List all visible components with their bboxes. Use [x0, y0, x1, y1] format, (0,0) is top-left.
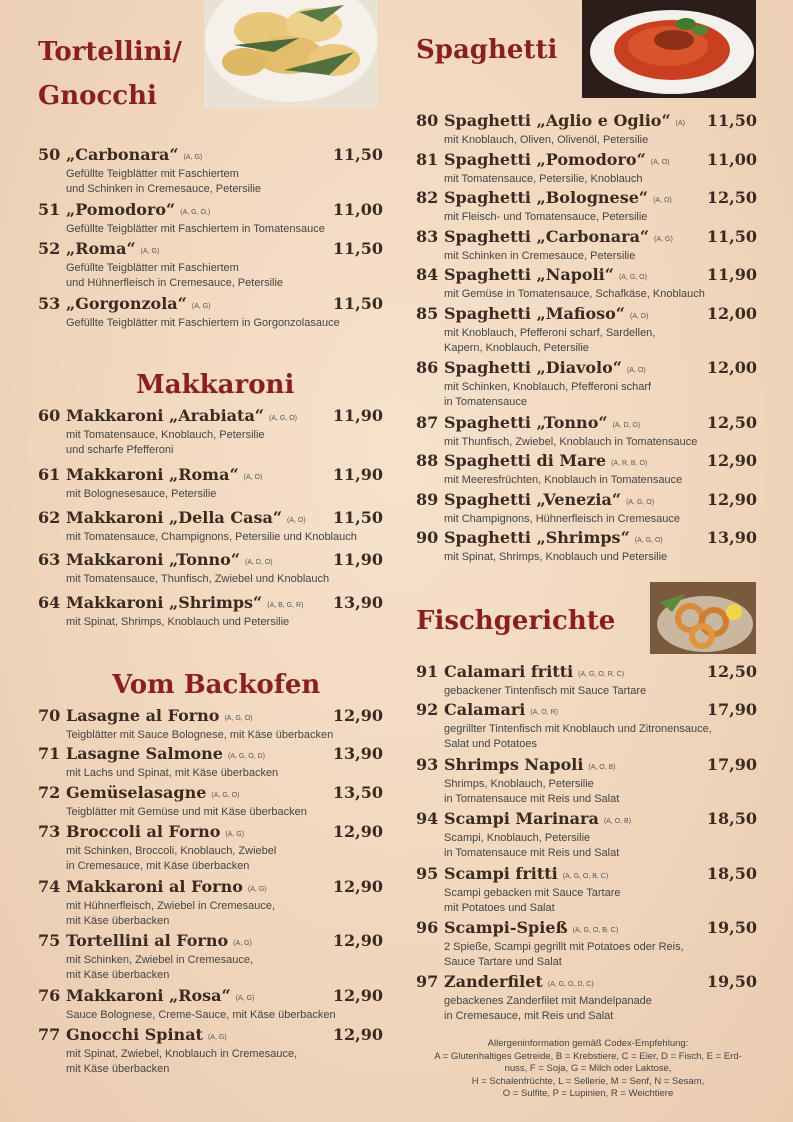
dish-price: 11,50 — [706, 111, 757, 130]
tortellini-photo — [204, 0, 378, 108]
dish-name-line — [66, 145, 202, 164]
dish-name-line — [66, 239, 159, 258]
dish-description: Gefüllte Teigblätter mit Faschiertem — [66, 262, 239, 274]
dish-description: mit Potatoes und Salat — [444, 902, 555, 914]
dish-name-line — [444, 150, 669, 169]
dish-number: 93 — [416, 755, 439, 774]
allergen-heading: Allergeninformation gemäß Codex-Empfehlung: — [487, 1038, 689, 1049]
dish-name: Spaghetti „Napoli“ — [444, 265, 614, 284]
dish-price: 11,90 — [332, 406, 383, 425]
dish-description: mit Bolognesesauce, Petersilie — [66, 488, 217, 500]
dish-name: Makkaroni „Rosa“ — [66, 986, 231, 1005]
allergen-codes: (A, G) — [247, 886, 267, 893]
dish-name: Calamari fritti — [444, 662, 574, 681]
allergen-codes: (A, G) — [191, 303, 211, 310]
dish-description: mit Champignons, Hühnerfleisch in Cremesauce — [444, 513, 680, 525]
dish-94 — [416, 809, 757, 861]
dish-price: 12,50 — [706, 413, 757, 432]
dish-description: mit Hühnerfleisch, Zwiebel in Cremesauce, — [66, 900, 276, 912]
dish-description: gegrillter Tintenfisch mit Knoblauch und Zitronensauce, — [444, 723, 712, 735]
dish-name: Scampi-Spieß — [444, 918, 568, 937]
allergen-codes: (A, G) — [235, 995, 255, 1002]
dish-name: Makkaroni al Forno — [66, 877, 243, 896]
dish-description: in Tomatensauce mit Reis und Salat — [444, 793, 620, 805]
allergen-codes: (A, O) — [653, 197, 672, 204]
dish-description: mit Thunfisch, Zwiebel, Knoblauch in Tomatensauce — [444, 436, 698, 448]
dish-price: 18,50 — [706, 864, 757, 883]
dish-description: mit Meeresfrüchten, Knoblauch in Tomatensauce — [444, 474, 683, 486]
dish-number: 92 — [416, 700, 439, 719]
dish-name-line — [444, 227, 673, 246]
dish-description: mit Käse überbacken — [66, 915, 170, 927]
section-title-spaghetti: Spaghetti — [416, 35, 558, 65]
dish-description: mit Fleisch- und Tomatensauce, Petersilie — [444, 211, 648, 223]
dish-name-line — [444, 972, 594, 991]
dish-77 — [38, 1025, 383, 1077]
dish-72 — [38, 783, 383, 820]
dish-name-line — [444, 490, 654, 509]
allergen-codes: (A, D) — [630, 313, 649, 320]
dish-82 — [416, 188, 757, 225]
dish-88 — [416, 451, 757, 488]
calamari-photo — [650, 582, 756, 654]
allergen-codes: (A, G, O,) — [180, 209, 211, 216]
title-line-2: Gnocchi — [38, 81, 157, 111]
dish-name: Lasagne Salmone — [66, 744, 223, 763]
dish-number: 85 — [416, 304, 439, 323]
dish-89 — [416, 490, 757, 527]
dish-number: 61 — [38, 465, 61, 484]
dish-number: 63 — [38, 550, 61, 569]
allergen-codes: (A, O, R) — [530, 709, 558, 716]
dish-number: 51 — [38, 200, 61, 219]
dish-name: Spaghetti „Venezia“ — [444, 490, 622, 509]
dish-price: 11,00 — [706, 150, 757, 169]
dish-name-line — [66, 877, 267, 896]
dish-64 — [38, 593, 383, 630]
allergen-codes: (A, G, O) — [626, 499, 655, 506]
dish-price: 18,50 — [706, 809, 757, 828]
dish-80 — [416, 111, 757, 148]
dish-description: mit Tomatensauce, Champignons, Petersilie und Knoblauch — [66, 531, 357, 543]
dish-81 — [416, 150, 757, 187]
dish-number: 53 — [38, 294, 61, 313]
dish-93 — [416, 755, 757, 807]
dish-description: mit Schinken in Cremesauce, Petersilie — [444, 250, 636, 262]
allergen-codes: (A, B, G, R) — [267, 602, 304, 609]
dish-number: 70 — [38, 706, 61, 725]
dish-name: Spaghetti „Shrimps“ — [444, 528, 630, 547]
dish-name: Gnocchi Spinat — [66, 1025, 203, 1044]
dish-number: 80 — [416, 111, 439, 130]
allergen-codes: (A, G, O) — [211, 792, 240, 799]
dish-name-line — [444, 188, 672, 207]
dish-description: mit Spinat, Shrimps, Knoblauch und Petersilie — [66, 616, 290, 628]
dish-description: mit Käse überbacken — [66, 969, 170, 981]
dish-number: 52 — [38, 239, 61, 258]
dish-number: 75 — [38, 931, 61, 950]
dish-price: 13,90 — [706, 528, 757, 547]
dish-name-line — [66, 986, 254, 1005]
dish-73 — [38, 822, 383, 874]
dish-description: Salat und Potatoes — [444, 738, 537, 750]
dish-name: Gemüselasagne — [66, 783, 207, 802]
dish-number: 76 — [38, 986, 61, 1005]
dish-name: Makkaroni „Arabiata“ — [66, 406, 265, 425]
allergen-codes: (A, G) — [207, 1034, 227, 1041]
dish-63 — [38, 550, 383, 587]
allergen-codes: (A, O) — [287, 517, 306, 524]
dish-name: Broccoli al Forno — [66, 822, 221, 841]
dish-description: in Tomatensauce — [444, 396, 527, 408]
allergen-codes: (A, D, O) — [245, 559, 273, 566]
dish-name: Spaghetti di Mare — [444, 451, 607, 470]
allergen-codes: (A, G, O, R, C) — [578, 671, 625, 678]
dish-name-line — [66, 593, 303, 612]
allergen-line: nuss, F = Soja, G = Milch oder Laktose, — [504, 1063, 672, 1074]
dish-price: 17,90 — [706, 700, 757, 719]
allergen-codes: (A, O, B) — [603, 818, 632, 825]
dish-number: 94 — [416, 809, 439, 828]
dish-84 — [416, 265, 757, 302]
dish-name: Spaghetti „Diavolo“ — [444, 358, 622, 377]
dish-price: 11,90 — [706, 265, 757, 284]
dish-name-line — [444, 755, 616, 774]
allergen-codes: (A, G, O) — [618, 274, 647, 281]
dish-description: Scampi gebacken mit Sauce Tartare — [444, 887, 621, 899]
dish-number: 88 — [416, 451, 439, 470]
dish-50 — [38, 145, 383, 197]
dish-name: „Gorgonzola“ — [66, 294, 187, 313]
dish-60 — [38, 406, 383, 458]
dish-description: und Schinken in Cremesauce, Petersilie — [66, 183, 262, 195]
dish-price: 11,50 — [332, 508, 383, 527]
dish-name-line — [66, 1025, 227, 1044]
dish-name-line — [66, 406, 297, 425]
dish-name: Makkaroni „Tonno“ — [66, 550, 241, 569]
dish-price: 11,90 — [332, 550, 383, 569]
dish-price: 12,90 — [332, 1025, 383, 1044]
allergen-codes: (A, O) — [650, 159, 670, 166]
dish-name: Lasagne al Forno — [66, 706, 220, 725]
dish-description: mit Spinat, Zwiebel, Knoblauch in Cremesauce, — [66, 1048, 298, 1060]
dish-name: Spaghetti „Mafioso“ — [444, 304, 626, 323]
dish-name-line — [444, 528, 663, 547]
dish-name-line — [444, 809, 631, 828]
dish-description: mit Tomatensauce, Petersilie, Knoblauch — [444, 173, 643, 185]
allergen-codes: (A, G) — [233, 940, 252, 947]
dish-86 — [416, 358, 757, 410]
dish-name: Makkaroni „Della Casa“ — [66, 508, 283, 527]
dish-price: 12,50 — [706, 188, 757, 207]
dish-number: 74 — [38, 877, 61, 896]
dish-description: Gefüllte Teigblätter mit Faschiertem in Tomatensauce — [66, 223, 325, 235]
dish-name-line — [66, 706, 252, 725]
dish-name-line — [444, 304, 648, 323]
dish-price: 12,90 — [332, 822, 383, 841]
dish-description: gebackenes Zanderfilet mit Mandelpanade — [444, 995, 652, 1007]
dish-name: Zanderfilet — [444, 972, 543, 991]
dish-price: 12,90 — [332, 706, 383, 725]
dish-description: Sauce Bolognese, Creme-Sauce, mit Käse überbacken — [66, 1009, 336, 1021]
dish-name-line — [66, 822, 244, 841]
dish-number: 73 — [38, 822, 61, 841]
dish-price: 12,00 — [706, 358, 757, 377]
dish-92 — [416, 700, 757, 752]
dish-price: 12,50 — [706, 662, 757, 681]
dish-description: mit Knoblauch, Pfefferoni scharf, Sardellen, — [444, 327, 656, 339]
allergen-codes: (A, G, O, B, C) — [572, 927, 619, 934]
allergen-codes: (A, G) — [140, 248, 160, 255]
dish-number: 83 — [416, 227, 439, 246]
dish-description: mit Spinat, Shrimps, Knoblauch und Petersilie — [444, 551, 668, 563]
dish-number: 89 — [416, 490, 439, 509]
dish-name: Spaghetti „Aglio e Oglio“ — [444, 111, 671, 130]
dish-price: 11,00 — [332, 200, 383, 219]
dish-price: 11,50 — [332, 239, 383, 258]
dish-number: 60 — [38, 406, 61, 425]
dish-number: 97 — [416, 972, 439, 991]
dish-51 — [38, 200, 383, 237]
dish-price: 11,50 — [332, 145, 383, 164]
allergen-codes: (A, D, O) — [612, 422, 641, 429]
dish-name-line — [444, 918, 618, 937]
dish-name-line — [66, 744, 265, 763]
dish-price: 13,90 — [332, 744, 383, 763]
dish-price: 12,90 — [706, 451, 757, 470]
dish-95 — [416, 864, 757, 916]
dish-name-line — [444, 451, 647, 470]
dish-price: 11,90 — [332, 465, 383, 484]
dish-price: 11,50 — [706, 227, 757, 246]
allergen-codes: (A, G) — [183, 154, 203, 161]
dish-description: mit Tomatensauce, Knoblauch, Petersilie — [66, 429, 265, 441]
allergen-codes: (A, G, O) — [634, 537, 663, 544]
section-title-fisch: Fischgerichte — [416, 606, 616, 636]
dish-description: gebackener Tintenfisch mit Sauce Tartare — [444, 685, 647, 697]
dish-description: mit Schinken, Broccoli, Knoblauch, Zwiebel — [66, 845, 277, 857]
dish-description: Scampi, Knoblauch, Petersilie — [444, 832, 591, 844]
dish-description: Shrimps, Knoblauch, Petersilie — [444, 778, 594, 790]
dish-price: 13,50 — [332, 783, 383, 802]
dish-number: 95 — [416, 864, 439, 883]
dish-price: 11,50 — [332, 294, 383, 313]
dish-name-line — [66, 294, 211, 313]
dish-97 — [416, 972, 757, 1024]
dish-name-line — [444, 265, 647, 284]
section-title-tortellini — [38, 30, 182, 118]
dish-price: 13,90 — [332, 593, 383, 612]
dish-87 — [416, 413, 757, 450]
dish-description: mit Lachs und Spinat, mit Käse überbacken — [66, 767, 279, 779]
allergen-codes: (A, O, B) — [588, 764, 616, 771]
dish-name: Scampi Marinara — [444, 809, 599, 828]
dish-53 — [38, 294, 383, 331]
dish-price: 19,50 — [706, 972, 757, 991]
dish-name: Makkaroni „Roma“ — [66, 465, 239, 484]
dish-number: 86 — [416, 358, 439, 377]
allergen-codes: (A, G, O, D, C) — [547, 981, 594, 988]
dish-description: Sauce Tartare und Salat — [444, 956, 562, 968]
dish-name: „Carbonara“ — [66, 145, 179, 164]
dish-name-line — [66, 783, 239, 802]
dish-description: mit Knoblauch, Oliven, Olivenöl, Petersilie — [444, 134, 649, 146]
dish-name: Tortellini al Forno — [66, 931, 229, 950]
dish-description: Gefüllte Teigblätter mit Faschiertem — [66, 168, 239, 180]
dish-description: Gefüllte Teigblätter mit Faschiertem in Gorgonzolasauce — [66, 317, 340, 329]
dish-62 — [38, 508, 383, 545]
dish-number: 87 — [416, 413, 439, 432]
allergen-codes: (A, G, O) — [269, 415, 298, 422]
title-line-1: Tortellini/ — [38, 37, 182, 67]
dish-name: Spaghetti „Carbonara“ — [444, 227, 650, 246]
allergen-codes: (A) — [675, 120, 685, 127]
dish-number: 64 — [38, 593, 61, 612]
section-title-makkaroni: Makkaroni — [136, 370, 295, 400]
dish-description: Teigblätter mit Gemüse und mit Käse überbacken — [66, 806, 307, 818]
dish-description: mit Käse überbacken — [66, 1063, 170, 1075]
dish-name: Makkaroni „Shrimps“ — [66, 593, 263, 612]
allergen-codes: (A, G) — [654, 236, 673, 243]
dish-name-line — [66, 200, 210, 219]
dish-description: Kapern, Knoblauch, Petersilie — [444, 342, 589, 354]
dish-number: 82 — [416, 188, 439, 207]
dish-description: in Cremesauce, mit Reis und Salat — [444, 1010, 614, 1022]
dish-name: Spaghetti „Bolognese“ — [444, 188, 649, 207]
dish-description: 2 Spieße, Scampi gegrillt mit Potatoes oder Reis, — [444, 941, 684, 953]
dish-name: „Roma“ — [66, 239, 136, 258]
dish-description: Teigblätter mit Sauce Bolognese, mit Käse überbacken — [66, 729, 334, 741]
dish-price: 17,90 — [706, 755, 757, 774]
dish-price: 12,90 — [332, 877, 383, 896]
dish-52 — [38, 239, 383, 291]
dish-number: 72 — [38, 783, 61, 802]
dish-name: Spaghetti „Tonno“ — [444, 413, 608, 432]
dish-name: Scampi fritti — [444, 864, 558, 883]
dish-description: und Hühnerfleisch in Cremesauce, Petersilie — [66, 277, 284, 289]
dish-description: in Cremesauce, mit Käse überbacken — [66, 860, 250, 872]
dish-name-line — [444, 700, 558, 719]
dish-71 — [38, 744, 383, 781]
allergen-codes: (A, R, B, O) — [611, 460, 648, 467]
dish-name: Shrimps Napoli — [444, 755, 584, 774]
dish-70 — [38, 706, 383, 743]
dish-85 — [416, 304, 757, 356]
dish-price: 12,90 — [706, 490, 757, 509]
dish-76 — [38, 986, 383, 1023]
dish-name-line — [444, 111, 685, 130]
dish-90 — [416, 528, 757, 565]
dish-description: mit Schinken, Zwiebel in Cremesauce, — [66, 954, 254, 966]
dish-name-line — [66, 931, 252, 950]
allergen-codes: (A, O) — [243, 474, 263, 481]
dish-74 — [38, 877, 383, 929]
dish-83 — [416, 227, 757, 264]
section-title-backofen: Vom Backofen — [112, 670, 321, 700]
dish-number: 77 — [38, 1025, 61, 1044]
dish-name-line — [66, 508, 306, 527]
dish-name-line — [66, 550, 273, 569]
dish-number: 62 — [38, 508, 61, 527]
dish-price: 12,90 — [332, 931, 383, 950]
dish-number: 91 — [416, 662, 439, 681]
dish-name: Calamari — [444, 700, 526, 719]
allergen-line: O = Sulfite, P = Lupinien, R = Weichtiere — [502, 1088, 674, 1099]
dish-name-line — [66, 465, 262, 484]
allergen-codes: (A, G, O, B, C) — [562, 873, 609, 880]
allergen-line: H = Schalenfrüchte, L = Sellerie, M = Senf, N = Sesam, — [471, 1075, 705, 1087]
dish-number: 96 — [416, 918, 439, 937]
allergen-line: A = Glutenhaltiges Getreide, B = Krebstiere, C = Eier, D = Fisch, E = Erd- — [434, 1050, 742, 1062]
dish-description: und scharfe Pfefferoni — [66, 444, 174, 456]
dish-61 — [38, 465, 383, 502]
dish-number: 81 — [416, 150, 439, 169]
allergen-codes: (A, O) — [626, 367, 646, 374]
dish-name-line — [444, 358, 646, 377]
spaghetti-photo — [582, 0, 756, 98]
dish-96 — [416, 918, 757, 970]
dish-75 — [38, 931, 383, 983]
dish-name-line — [444, 864, 608, 883]
dish-price: 19,50 — [706, 918, 757, 937]
dish-price: 12,90 — [332, 986, 383, 1005]
allergen-information — [418, 1038, 758, 1101]
dish-91 — [416, 662, 757, 699]
dish-description: mit Tomatensauce, Thunfisch, Zwiebel und Knoblauch — [66, 573, 330, 585]
dish-description: mit Gemüse in Tomatensauce, Schafkäse, Knoblauch — [444, 288, 705, 300]
dish-number: 50 — [38, 145, 61, 164]
dish-number: 71 — [38, 744, 61, 763]
dish-name-line — [444, 413, 640, 432]
dish-description: in Tomatensauce mit Reis und Salat — [444, 847, 620, 859]
dish-description: mit Schinken, Knoblauch, Pfefferoni scharf — [444, 381, 652, 393]
dish-number: 90 — [416, 528, 439, 547]
allergen-codes: (A, G) — [225, 831, 245, 838]
dish-number: 84 — [416, 265, 439, 284]
dish-name: Spaghetti „Pomodoro“ — [444, 150, 646, 169]
dish-price: 12,00 — [706, 304, 757, 323]
allergen-codes: (A, G, O, D) — [227, 753, 265, 760]
dish-name-line — [444, 662, 624, 681]
dish-name: „Pomodoro“ — [66, 200, 176, 219]
allergen-codes: (A, G, O) — [224, 715, 253, 722]
